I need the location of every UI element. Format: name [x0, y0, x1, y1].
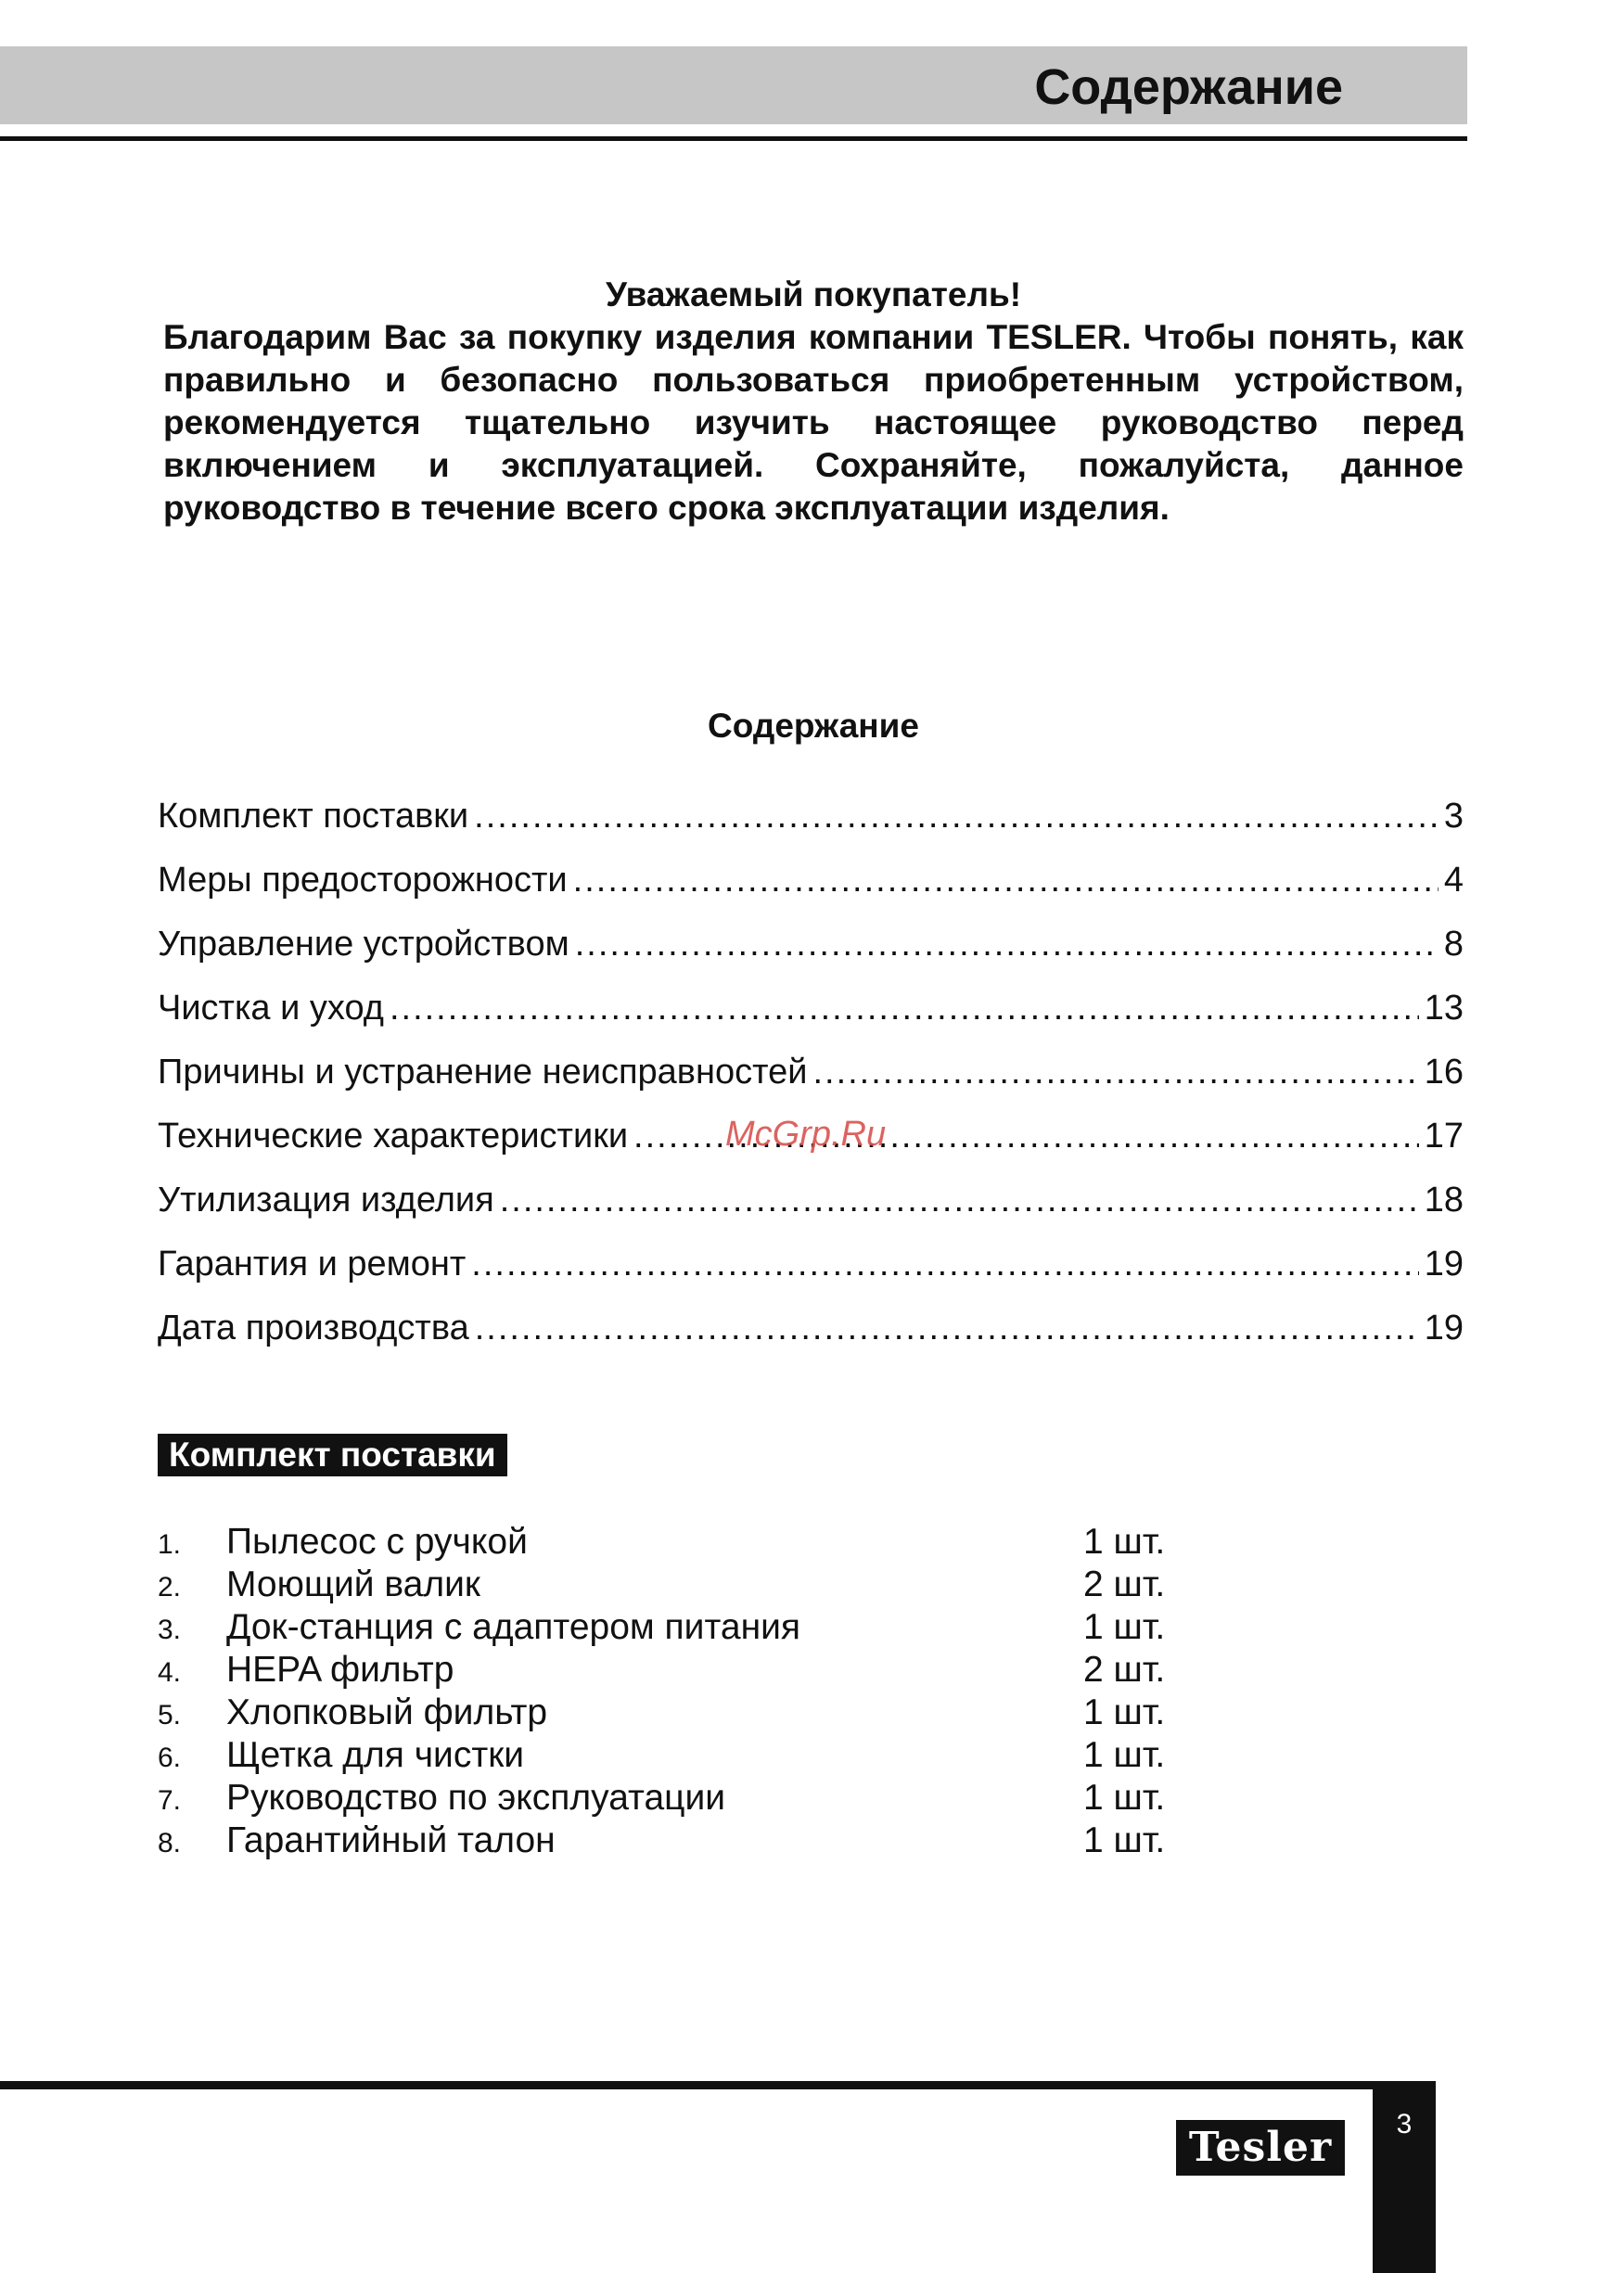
toc-row: [158, 1241, 1464, 1305]
toc-row: [158, 985, 1464, 1049]
header-band: [0, 46, 1467, 124]
toc-entry-title: Утилизация изделия: [158, 1181, 494, 1220]
list-item-name: Моющий валик: [226, 1564, 480, 1604]
toc-heading: Содержание: [708, 707, 919, 745]
list-item-number: 2.: [158, 1572, 182, 1603]
header-rule: [0, 136, 1467, 141]
list-item-quantity: 2 шт.: [1083, 1650, 1166, 1690]
toc-entry-page: 19: [1424, 1309, 1464, 1347]
list-item-name: Док-станция с адаптером питания: [226, 1607, 801, 1647]
list-item-number: 6.: [158, 1743, 182, 1773]
kit-list: [158, 1521, 1271, 1862]
page-title: Содержание: [1034, 59, 1343, 115]
page-number: 3: [1396, 2109, 1413, 2139]
list-item-number: 7.: [158, 1785, 182, 1816]
table-of-contents: [158, 793, 1464, 1369]
toc-leader: [471, 1241, 1418, 1287]
toc-entry-page: 19: [1424, 1245, 1464, 1283]
toc-entry-page: 13: [1424, 989, 1464, 1028]
list-item-quantity: 1 шт.: [1083, 1522, 1166, 1562]
intro-heading: Уважаемый покупатель!: [605, 275, 1022, 313]
list-item-name: Гарантийный талон: [226, 1820, 556, 1860]
list-item-quantity: 1 шт.: [1083, 1778, 1166, 1818]
list-item-quantity: 1 шт.: [1083, 1820, 1166, 1860]
toc-entry-title: Гарантия и ремонт: [158, 1245, 467, 1283]
toc-row: [158, 1305, 1464, 1369]
toc-row: [158, 1049, 1464, 1113]
toc-row: [158, 857, 1464, 921]
toc-entry-page: 4: [1443, 861, 1464, 900]
list-item-name: Пылесос с ручкой: [226, 1522, 528, 1562]
toc-entry-page: 16: [1424, 1053, 1464, 1092]
toc-leader: [475, 1305, 1419, 1351]
list-item-name: Руководство по эксплуатации: [226, 1778, 726, 1818]
toc-leader: [812, 1049, 1418, 1095]
list-item-name: Щетка для чистки: [226, 1735, 525, 1775]
toc-leader: [500, 1177, 1419, 1223]
list-item-quantity: 1 шт.: [1083, 1692, 1166, 1732]
toc-entry-title: Технические характеристики: [158, 1117, 629, 1156]
toc-row: [158, 1177, 1464, 1241]
list-item-number: 8.: [158, 1828, 182, 1858]
toc-entry-title: Комплект поставки: [158, 797, 469, 836]
list-item: [158, 1692, 1271, 1734]
list-item-quantity: 2 шт.: [1083, 1564, 1166, 1604]
list-item: [158, 1734, 1271, 1777]
intro-body: Благодарим Вас за покупку изделия компании TESLER. Чтобы понять, как правильно и безопасно пользоваться приобретенным устройством, рекомендуется тщательно изучить настоящее руководство перед включением и эксплуатацией. Сохраняйте, пожалуйста, данное руководство в течение всего срока эксплуатации изделия.: [163, 318, 1464, 527]
list-item-quantity: 1 шт.: [1083, 1607, 1166, 1647]
list-item-name: HEPA фильтр: [226, 1650, 454, 1690]
list-item-quantity: 1 шт.: [1083, 1735, 1166, 1775]
toc-entry-page: 18: [1424, 1181, 1464, 1220]
toc-entry-page: 17: [1424, 1117, 1464, 1156]
toc-entry-page: 8: [1443, 925, 1464, 964]
brand-logo: [1176, 2120, 1345, 2176]
footer-rule: [0, 2081, 1436, 2089]
toc-leader: [474, 793, 1439, 839]
intro-block: [163, 274, 1464, 530]
list-item-name: Хлопковый фильтр: [226, 1692, 548, 1732]
toc-leader: [573, 857, 1439, 903]
list-item: [158, 1649, 1271, 1692]
list-item: [158, 1777, 1271, 1820]
toc-entry-page: 3: [1443, 797, 1464, 836]
list-item-number: 3.: [158, 1615, 182, 1645]
toc-entry-title: Дата производства: [158, 1309, 469, 1347]
toc-entry-title: Меры предосторожности: [158, 861, 568, 900]
toc-leader: [575, 921, 1439, 967]
toc-row: [158, 793, 1464, 857]
toc-row: [158, 921, 1464, 985]
list-item: [158, 1564, 1271, 1606]
list-item-number: 5.: [158, 1700, 182, 1730]
list-item: [158, 1606, 1271, 1649]
watermark: McGrp.Ru: [725, 1115, 887, 1154]
toc-entry-title: Чистка и уход: [158, 989, 384, 1028]
toc-entry-title: Причины и устранение неисправностей: [158, 1053, 808, 1092]
list-item-number: 1.: [158, 1529, 182, 1560]
toc-leader: [390, 985, 1419, 1031]
list-item-number: 4.: [158, 1657, 182, 1688]
toc-entry-title: Управление устройством: [158, 925, 569, 964]
list-item: [158, 1820, 1271, 1862]
brand-logo-text: Tesler: [1188, 2124, 1333, 2171]
section-heading-kit: Комплект поставки: [158, 1434, 507, 1476]
list-item: [158, 1521, 1271, 1564]
